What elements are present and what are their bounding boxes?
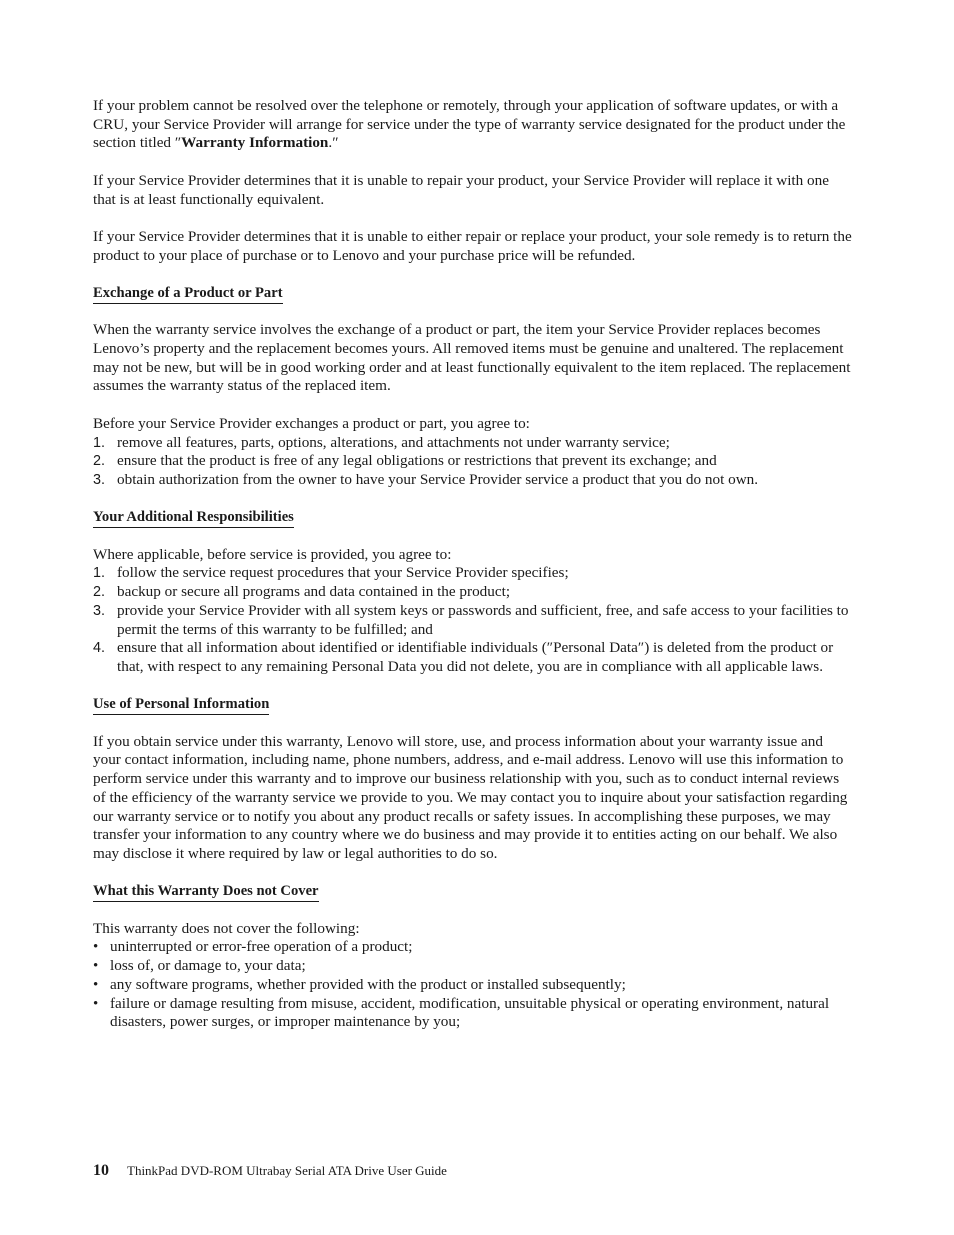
list-item-text: failure or damage resulting from misuse, accident, modification, unsuitable physical or operating environment, natural disasters, power surges, or improper maintenance by you; <box>110 994 830 1031</box>
list-item <box>93 957 853 976</box>
bullet-icon: • <box>93 995 99 1012</box>
document-body <box>93 97 853 1051</box>
list-item-text: any software programs, whether provided with the product or installed subsequently; <box>110 975 626 993</box>
page-number: 10 <box>93 1162 109 1179</box>
list-item-text: uninterrupted or error-free operation of a product; <box>110 938 413 956</box>
list-number: 1. <box>93 434 106 451</box>
list-item-text: loss of, or damage to, your data; <box>110 957 306 975</box>
list-number: 3. <box>93 471 106 488</box>
warranty-information-reference: Warranty Information <box>181 134 329 152</box>
list-item-text: backup or secure all programs and data contained in the product; <box>117 583 511 601</box>
list-item <box>93 452 853 471</box>
list-item <box>93 639 853 676</box>
list-number: 2. <box>93 453 106 470</box>
list-number: 3. <box>93 602 106 619</box>
not-cover-heading-wrap <box>93 882 853 901</box>
intro-text-end: .″ <box>328 134 339 152</box>
bullet-icon: • <box>93 976 99 993</box>
list-item-text: obtain authorization from the owner to have your Service Provider service a product that you do not own. <box>117 470 759 488</box>
list-item <box>93 564 853 583</box>
list-number: 1. <box>93 565 106 582</box>
responsibilities-heading-wrap <box>93 508 853 527</box>
responsibilities-list <box>93 564 853 676</box>
list-item <box>93 583 853 602</box>
personal-info-heading: Use of Personal Information <box>93 696 269 715</box>
exchange-paragraph: When the warranty service involves the exchange of a product or part, the item your Service Provider replaces becomes Lenovo’s property and the replacement becomes yours. All removed items must be genuine and unaltered. The replacement may not be new, but will be in good working order and at least functionally equivalent to the item replaced. The replacement assumes the warranty status of the replaced item. <box>93 321 851 395</box>
personal-info-paragraph: If you obtain service under this warranty, Lenovo will store, use, and process information about your warranty issue and your contact information, including name, phone numbers, address, and e-mail address. Lenovo will use this information to perform service under this warranty and to improve our business relationship with you, such as to conduct internal reviews of the efficiency of the warranty service we provide to you. We may contact you to inquire about your satisfaction regarding our warranty service or to notify you about any product recalls or safety issues. In accomplishing these purposes, we may transfer your information to any country where we do business and may provide it to entities acting on our behalf. We also may disclose it where required by law or legal authorities to do so. <box>93 732 848 862</box>
list-item <box>93 938 853 957</box>
exchange-list-intro: Before your Service Provider exchanges a product or part, you agree to: <box>93 414 530 432</box>
exchange-list <box>93 434 853 490</box>
list-item-text: provide your Service Provider with all system keys or passwords and sufficient, free, and safe access to your facilities to permit the terms of this warranty to be fulfilled; and <box>117 601 849 638</box>
list-item <box>93 434 853 453</box>
intro-paragraph-2: If your Service Provider determines that it is unable to repair your product, your Service Provider will replace it with one that is at least functionally equivalent. <box>93 171 829 208</box>
document-title: ThinkPad DVD-ROM Ultrabay Serial ATA Drive User Guide <box>127 1163 447 1178</box>
list-item-text: follow the service request procedures that your Service Provider specifies; <box>117 564 569 582</box>
page-footer <box>93 1162 447 1180</box>
list-item-text: remove all features, parts, options, alterations, and attachments not under warranty service; <box>117 433 670 451</box>
intro-paragraph-1 <box>93 97 853 153</box>
list-number: 2. <box>93 584 106 601</box>
list-item-text: ensure that the product is free of any legal obligations or restrictions that prevent its exchange; and <box>117 452 717 470</box>
list-item <box>93 995 853 1032</box>
list-number: 4. <box>93 640 106 657</box>
list-item <box>93 976 853 995</box>
not-cover-heading: What this Warranty Does not Cover <box>93 883 319 902</box>
bullet-icon: • <box>93 939 99 956</box>
personal-info-heading-wrap <box>93 695 853 714</box>
exchange-heading-wrap <box>93 284 853 303</box>
list-item-text: ensure that all information about identified or identifiable individuals (″Personal Data″) is deleted from the product or that, with respect to any remaining Personal Data you did not delete, you are in compliance with all applicable laws. <box>117 639 834 675</box>
exchange-heading: Exchange of a Product or Part <box>93 285 283 304</box>
not-cover-list <box>93 938 853 1032</box>
intro-text: If your problem cannot be resolved over the telephone or remotely, through your application of software updates, or with a CRU, your Service Provider will arrange for service under the type of warranty service designated for the product under the section titled ″ <box>93 97 846 152</box>
responsibilities-list-intro: Where applicable, before service is provided, you agree to: <box>93 545 452 563</box>
bullet-icon: • <box>93 958 99 975</box>
responsibilities-heading: Your Additional Responsibilities <box>93 509 294 528</box>
list-item <box>93 602 853 639</box>
intro-paragraph-3: If your Service Provider determines that it is unable to either repair or replace your product, your sole remedy is to return the product to your place of purchase or to Lenovo and your purchase price will be refunded. <box>93 227 852 264</box>
list-item <box>93 471 853 490</box>
not-cover-list-intro: This warranty does not cover the following: <box>93 919 360 937</box>
